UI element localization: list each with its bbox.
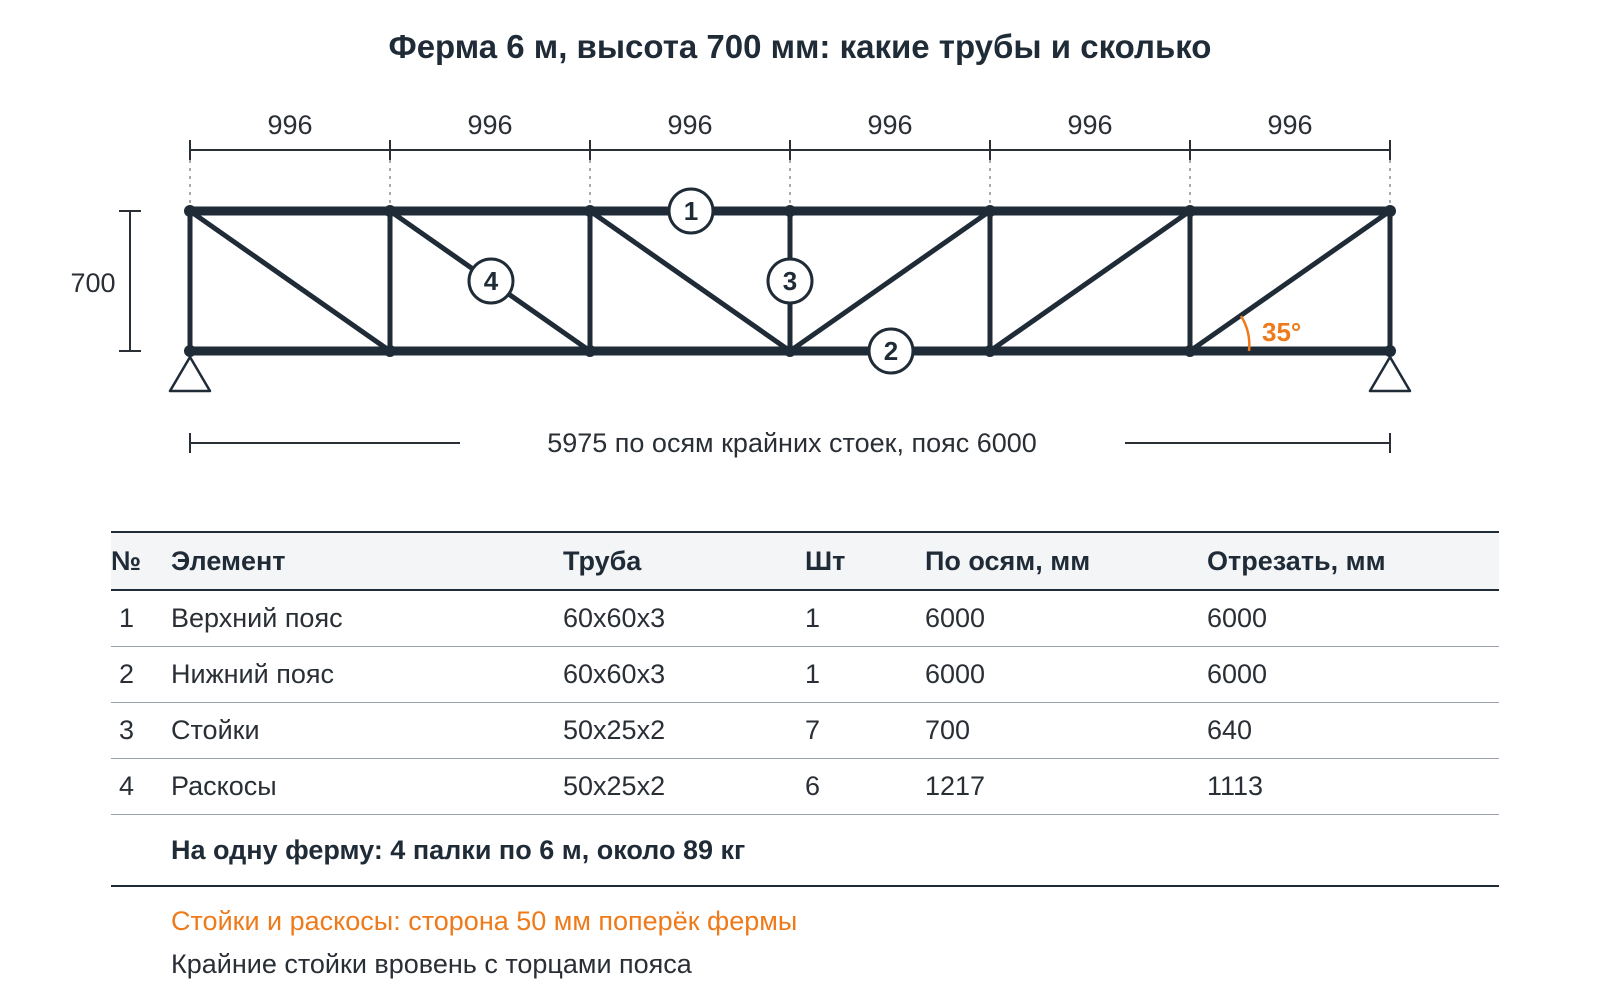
column-header-qty: Шт xyxy=(805,532,925,590)
cell-cut: 640 xyxy=(1207,703,1499,759)
table-row xyxy=(111,647,1499,703)
support-right-icon xyxy=(1370,357,1410,391)
pipe-spec-table xyxy=(111,531,1499,887)
marker-label-1: 1 xyxy=(683,196,699,226)
marker-label-3: 3 xyxy=(782,266,798,296)
page-title: Ферма 6 м, высота 700 мм: какие трубы и сколько xyxy=(388,28,1212,65)
height-label: 700 xyxy=(70,268,116,298)
table-row xyxy=(111,759,1499,815)
cell-axes: 700 xyxy=(925,703,1207,759)
cell-qty: 1 xyxy=(805,590,925,647)
table-row xyxy=(111,703,1499,759)
marker-label-2: 2 xyxy=(883,336,899,366)
cell-no: 4 xyxy=(111,759,171,815)
note-end-posts: Крайние стойки вровень с торцами пояса xyxy=(171,949,692,979)
marker-top-chord xyxy=(669,189,713,233)
cell-cut: 6000 xyxy=(1207,590,1499,647)
marker-vertical-post xyxy=(768,259,812,303)
column-header-axes: По осям, мм xyxy=(925,532,1207,590)
column-header-cut: Отрезать, мм xyxy=(1207,532,1499,590)
overall-dimension-label: 5975 по осям крайних стоек, пояс 6000 xyxy=(547,428,1037,458)
table-total-row xyxy=(111,815,1499,887)
cell-qty: 1 xyxy=(805,647,925,703)
panel-label-5: 996 xyxy=(1067,110,1113,140)
cell-empty xyxy=(111,815,171,887)
angle-arc xyxy=(1241,316,1249,351)
cell-pipe: 50х25х2 xyxy=(563,759,805,815)
cell-no: 3 xyxy=(111,703,171,759)
cell-cut: 6000 xyxy=(1207,647,1499,703)
note-orientation: Стойки и раскосы: сторона 50 мм поперёк фермы xyxy=(171,906,798,936)
panel-label-6: 996 xyxy=(1267,110,1313,140)
table-header-row xyxy=(111,532,1499,590)
panel-label-4: 996 xyxy=(867,110,913,140)
cell-axes: 6000 xyxy=(925,590,1207,647)
panel-label-1: 996 xyxy=(267,110,313,140)
cell-qty: 6 xyxy=(805,759,925,815)
cell-element: Верхний пояс xyxy=(171,590,563,647)
cell-pipe: 60х60х3 xyxy=(563,647,805,703)
table-row xyxy=(111,590,1499,647)
panel-label-2: 996 xyxy=(467,110,513,140)
cell-element: Стойки xyxy=(171,703,563,759)
cell-pipe: 60х60х3 xyxy=(563,590,805,647)
column-header-pipe: Труба xyxy=(563,532,805,590)
cell-pipe: 50х25х2 xyxy=(563,703,805,759)
angle-label: 35° xyxy=(1262,317,1302,347)
panel-dimension-line xyxy=(190,140,1390,160)
diagonal-brace xyxy=(190,211,390,351)
cell-no: 1 xyxy=(111,590,171,647)
marker-label-4: 4 xyxy=(483,266,499,296)
total-summary: На одну ферму: 4 палки по 6 м, около 89 кг xyxy=(171,815,1499,887)
cell-axes: 1217 xyxy=(925,759,1207,815)
extension-lines xyxy=(190,160,1390,205)
marker-bottom-chord xyxy=(869,329,913,373)
cell-no: 2 xyxy=(111,647,171,703)
cell-element: Раскосы xyxy=(171,759,563,815)
cell-cut: 1113 xyxy=(1207,759,1499,815)
height-dimension-line xyxy=(119,211,141,351)
marker-diagonal-brace xyxy=(469,259,513,303)
panel-label-3: 996 xyxy=(667,110,713,140)
cell-qty: 7 xyxy=(805,703,925,759)
column-header-element: Элемент xyxy=(171,532,563,590)
diagonal-brace xyxy=(990,211,1190,351)
support-left-icon xyxy=(170,357,210,391)
column-header-no: № xyxy=(111,532,171,590)
cell-element: Нижний пояс xyxy=(171,647,563,703)
cell-axes: 6000 xyxy=(925,647,1207,703)
